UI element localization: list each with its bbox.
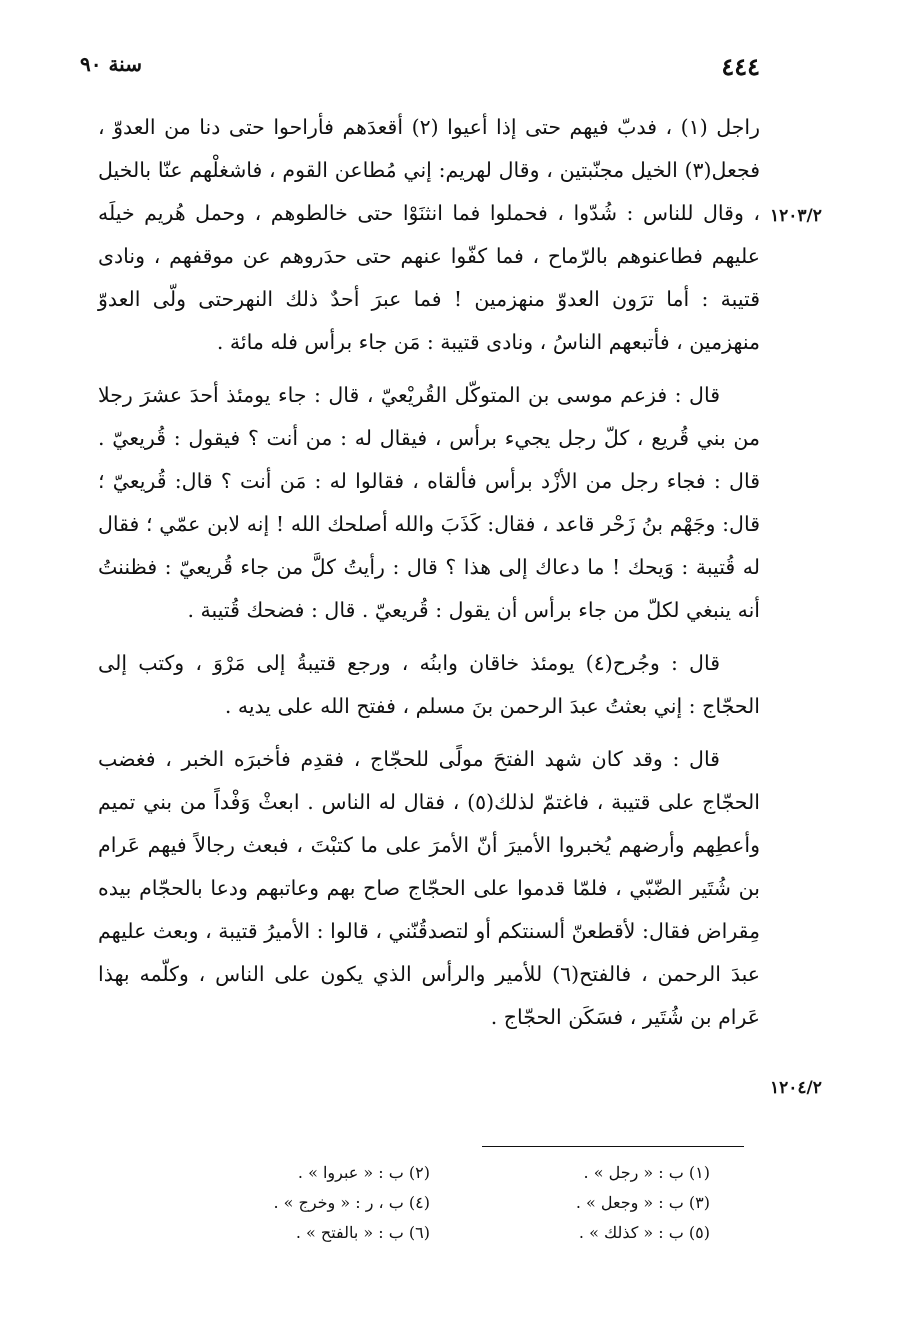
margin-marker: ١٢٠٣/٢	[770, 206, 822, 226]
paragraph: قال : وجُرح(٤) يومئذ خاقان وابنُه ، ورجع قتيبةُ إلى مَرْوَ ، وكتب إلى الحجّاج : إني بعثتُ عبدَ الرحمن بنَ مسلم ، ففتح الله على يديه .	[98, 651, 760, 718]
footnote: (٦) ب : « بالفتح » .	[295, 1223, 430, 1242]
main-text	[98, 106, 760, 1049]
footnote-row	[150, 1218, 710, 1248]
footnote: (٣) ب : « وجعل » .	[575, 1193, 710, 1212]
footnote-row	[150, 1188, 710, 1218]
page-number: ٤٤٤	[721, 52, 760, 81]
footnotes	[150, 1158, 710, 1248]
margin-marker: ١٢٠٤/٢	[770, 1078, 822, 1098]
footnote-row	[150, 1158, 710, 1188]
footnote: (٢) ب : « عبروا » .	[297, 1163, 430, 1182]
page-header	[80, 52, 760, 92]
paragraph: راجل (١) ، فدبّ فيهم حتى إذا أعيوا (٢) أقعدَهم فأراحوا حتى دنا من العدوّ ، فجعل(٣) الخيل مجنّبتين ، وقال لهريم: إني مُطاعن القوم ، فاشغلْهم عنّا بالخيل ، وقال للناس : شُدّوا ، فحملوا فما انثنَوْا حتى خالطوهم ، وحمل هُريم خيلَه عليهم فطاعنوهم بالرّماح ، فما كفّوا عنهم حتى حدَروهم عن موقفهم ، ونادى قتيبة : أما ترَون العدوّ منهزمين ! فما عبرَ أحدٌ ذلك النهرحتى ولّى العدوّ منهزمين ، فأتبعهم الناسُ ، ونادى قتيبة : مَن جاء برأس فله مائة .	[98, 115, 761, 354]
footnote: (١) ب : « رجل » .	[583, 1163, 710, 1182]
paragraph: قال : فزعم موسى بن المتوكّل القُريْعيّ ، قال : جاء يومئذ أحدَ عشرَ رجلا من بني قُريع ، كلّ رجل يجيء برأس ، فيقال له : من أنت ؟ فيقول : قُريعيّ . قال : فجاء رجل من الأزْد برأس فألقاه ، فقالوا له : مَن أنت ؟ قال: قُريعيّ ؛ قال: وجَهْم بنُ زَحْر قاعد ، فقال: كَذَبَ والله أصلحك الله ! إنه لابن عمّي ؛ فقال له قُتيبة : وَيحك ! ما دعاك إلى هذا ؟ قال : رأيتُ كلَّ من جاء قُريعيّ : فظننتُ أنه ينبغي لكلّ من جاء برأس أن يقول : قُريعيّ . قال : فضحك قُتيبة .	[98, 383, 760, 622]
paragraph: قال : وقد كان شهد الفتحَ مولًى للحجّاج ، فقدِم فأخبرَه الخبر ، فغضب الحجّاج على قتيبة ، فاغتمّ لذلك(٥) ، فقال له الناس . ابعثْ وَفْداً من بني تميم وأعطِهم وأرضهم يُخبروا الأميرَ أنّ الأمرَ على ما كتبْتَ ، فبعث رجالاً فيهم عَرام بن شُتَير الضّبّي ، فلمّا قدموا على الحجّاج صاح بهم وعاتبهم ودعا بالحجّام بيده مِقراض فقال: لأقطعنّ ألسنتكم أو لتصدقُنّني ، قالوا : الأميرُ قتيبة ، وبعث عليهم عبدَ الرحمن ، فالفتح(٦) للأمير والرأس الذي يكون على الناس ، وكلّمه بهذا عَرام بن شُتَير ، فسَكَن الحجّاج .	[98, 747, 760, 1029]
footnote: (٤) ب ، ر : « وخرج » .	[273, 1193, 430, 1212]
footnote: (٥) ب : « كذلك » .	[578, 1223, 710, 1242]
running-head: سنة ٩٠	[80, 52, 142, 76]
footnote-divider	[482, 1146, 744, 1147]
